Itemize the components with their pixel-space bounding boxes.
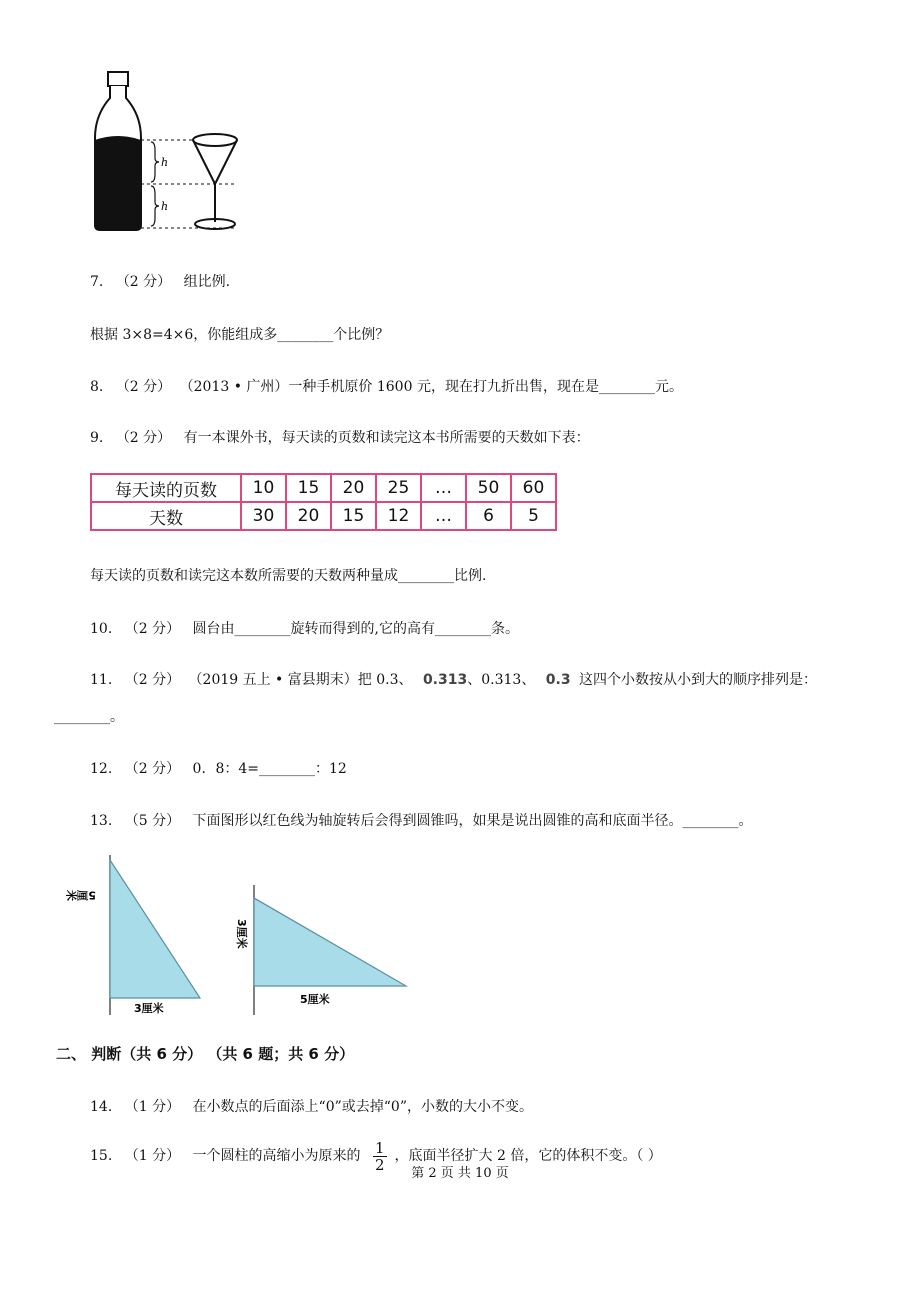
table-cell: … (421, 502, 466, 530)
q14-number: 14. (90, 1099, 113, 1115)
q8-number: 8. (90, 379, 104, 395)
q15-score: （1 分） (124, 1148, 181, 1164)
question-8 (90, 377, 683, 397)
table-cell: 15 (331, 502, 376, 530)
q10-text-b: 旋转而得到的,它的高有 (290, 621, 435, 637)
q12-text-a: 0．8：4= (192, 761, 259, 777)
question-9-answer (90, 566, 486, 586)
question-12 (90, 759, 347, 779)
q9-answer-a: 每天读的页数和读完这本数所需要的天数两种量成 (90, 568, 398, 584)
q14-score: （1 分） (124, 1099, 181, 1115)
question-11-answer (54, 707, 124, 727)
q9-answer-b: 比例. (454, 568, 487, 584)
q9-number: 9. (90, 430, 104, 446)
table-cell: 20 (286, 502, 331, 530)
q10-score: （2 分） (124, 621, 181, 637)
q7-body-b: 个比例？ (333, 327, 390, 343)
table-row-header: 天数 (91, 502, 241, 530)
q11-text-b: 、0.313、 (467, 672, 536, 688)
q15-fraction-numerator: 1 (374, 1138, 385, 1157)
q8-text-b: 元。 (654, 379, 683, 395)
q9-text: 有一本课外书，每天读的页数和读完这本书所需要的天数如下表： (183, 430, 590, 446)
q7-text: 组比例. (183, 274, 231, 290)
q11-text-c: 这四个小数按从小到大的顺序排列是： (579, 672, 818, 688)
q7-score: （2 分） (115, 274, 172, 290)
q14-text: 在小数点的后面添上“0”或去掉“0”，小数的大小不变。 (192, 1099, 533, 1115)
h-label-top: h (161, 156, 169, 169)
question-9 (90, 428, 590, 448)
q15-text-a: 一个圆柱的高缩小为原来的 (192, 1148, 361, 1164)
table-cell: 20 (331, 474, 376, 502)
q7-number: 7. (90, 274, 104, 290)
table-cell: 12 (376, 502, 421, 530)
q10-text-a: 圆台由 (192, 621, 235, 637)
table-cell: 60 (511, 474, 556, 502)
q11-repeating-decimal-2: 0.3 (545, 672, 571, 688)
tri1-side-label: 5厘米 (66, 888, 96, 902)
q11-text-a: （2019 五上 • 富县期末）把 0.3、 (188, 672, 413, 688)
q10-blank-1[interactable]: ________ (234, 621, 291, 637)
tri2-side-label: 3厘米 (235, 919, 248, 949)
q13-number: 13. (90, 813, 113, 829)
q11-repeating-decimal-1: 0.313 (422, 672, 468, 688)
table-cell: 30 (241, 502, 286, 530)
table-cell: … (421, 474, 466, 502)
q8-text-a: （2013 • 广州）一种手机原价 1600 元，现在打九折出售，现在是 (179, 379, 599, 395)
table-cell: 6 (466, 502, 511, 530)
table-cell: 25 (376, 474, 421, 502)
q9-blank[interactable]: ________ (398, 568, 454, 584)
q11-number: 11. (90, 672, 113, 688)
q10-blank-2[interactable]: ________ (434, 621, 491, 637)
table-row (91, 474, 556, 502)
q13-text-b: 。 (738, 813, 753, 829)
table-row (91, 502, 556, 530)
question-13 (90, 811, 753, 831)
question-11 (90, 670, 817, 690)
q10-number: 10. (90, 621, 113, 637)
section-2-title: 二、 判断（共 6 分） （共 6 题；共 6 分） (56, 1045, 355, 1063)
q7-blank[interactable]: ________ (277, 327, 334, 343)
page-footer: 第 2 页 共 10 页 (411, 1166, 509, 1181)
table-cell: 50 (466, 474, 511, 502)
question-10 (90, 619, 519, 639)
q7-body-a: 根据 3×8=4×6，你能组成多 (90, 327, 278, 343)
q13-triangle-figures (66, 855, 418, 1020)
q11-end: 。 (110, 709, 124, 725)
table-cell: 5 (511, 502, 556, 530)
q11-score: （2 分） (124, 672, 181, 688)
q10-text-c: 条。 (490, 621, 519, 637)
question-7-body (90, 325, 389, 345)
bottle-goblet-figure (85, 70, 255, 235)
q12-blank[interactable]: ________ (258, 761, 315, 777)
q13-blank[interactable]: ________ (682, 813, 739, 829)
table-cell: 15 (286, 474, 331, 502)
q12-text-b: ：12 (314, 761, 347, 777)
q12-score: （2 分） (124, 761, 181, 777)
q13-score: （5 分） (124, 813, 181, 829)
question-7 (90, 272, 230, 292)
h-label-bottom: h (161, 200, 169, 213)
q9-table (90, 473, 557, 531)
question-14 (90, 1097, 533, 1117)
q15-text-b: ，底面半径扩大 2 倍，它的体积不变。（ ） (394, 1148, 662, 1164)
table-cell: 10 (241, 474, 286, 502)
q8-score: （2 分） (115, 379, 172, 395)
tri1-base-label: 3厘米 (134, 1002, 164, 1015)
q9-score: （2 分） (115, 430, 172, 446)
q8-blank[interactable]: ________ (598, 379, 655, 395)
q11-blank[interactable]: ________ (54, 709, 110, 725)
table-row-header: 每天读的页数 (91, 474, 241, 502)
q15-number: 15. (90, 1148, 113, 1164)
q13-text-a: 下面图形以红色线为轴旋转后会得到圆锥吗，如果是说出圆锥的高和底面半径。 (192, 813, 683, 829)
q12-number: 12. (90, 761, 113, 777)
q15-fraction-denominator: 2 (374, 1155, 385, 1174)
tri2-base-label: 5厘米 (300, 993, 330, 1006)
